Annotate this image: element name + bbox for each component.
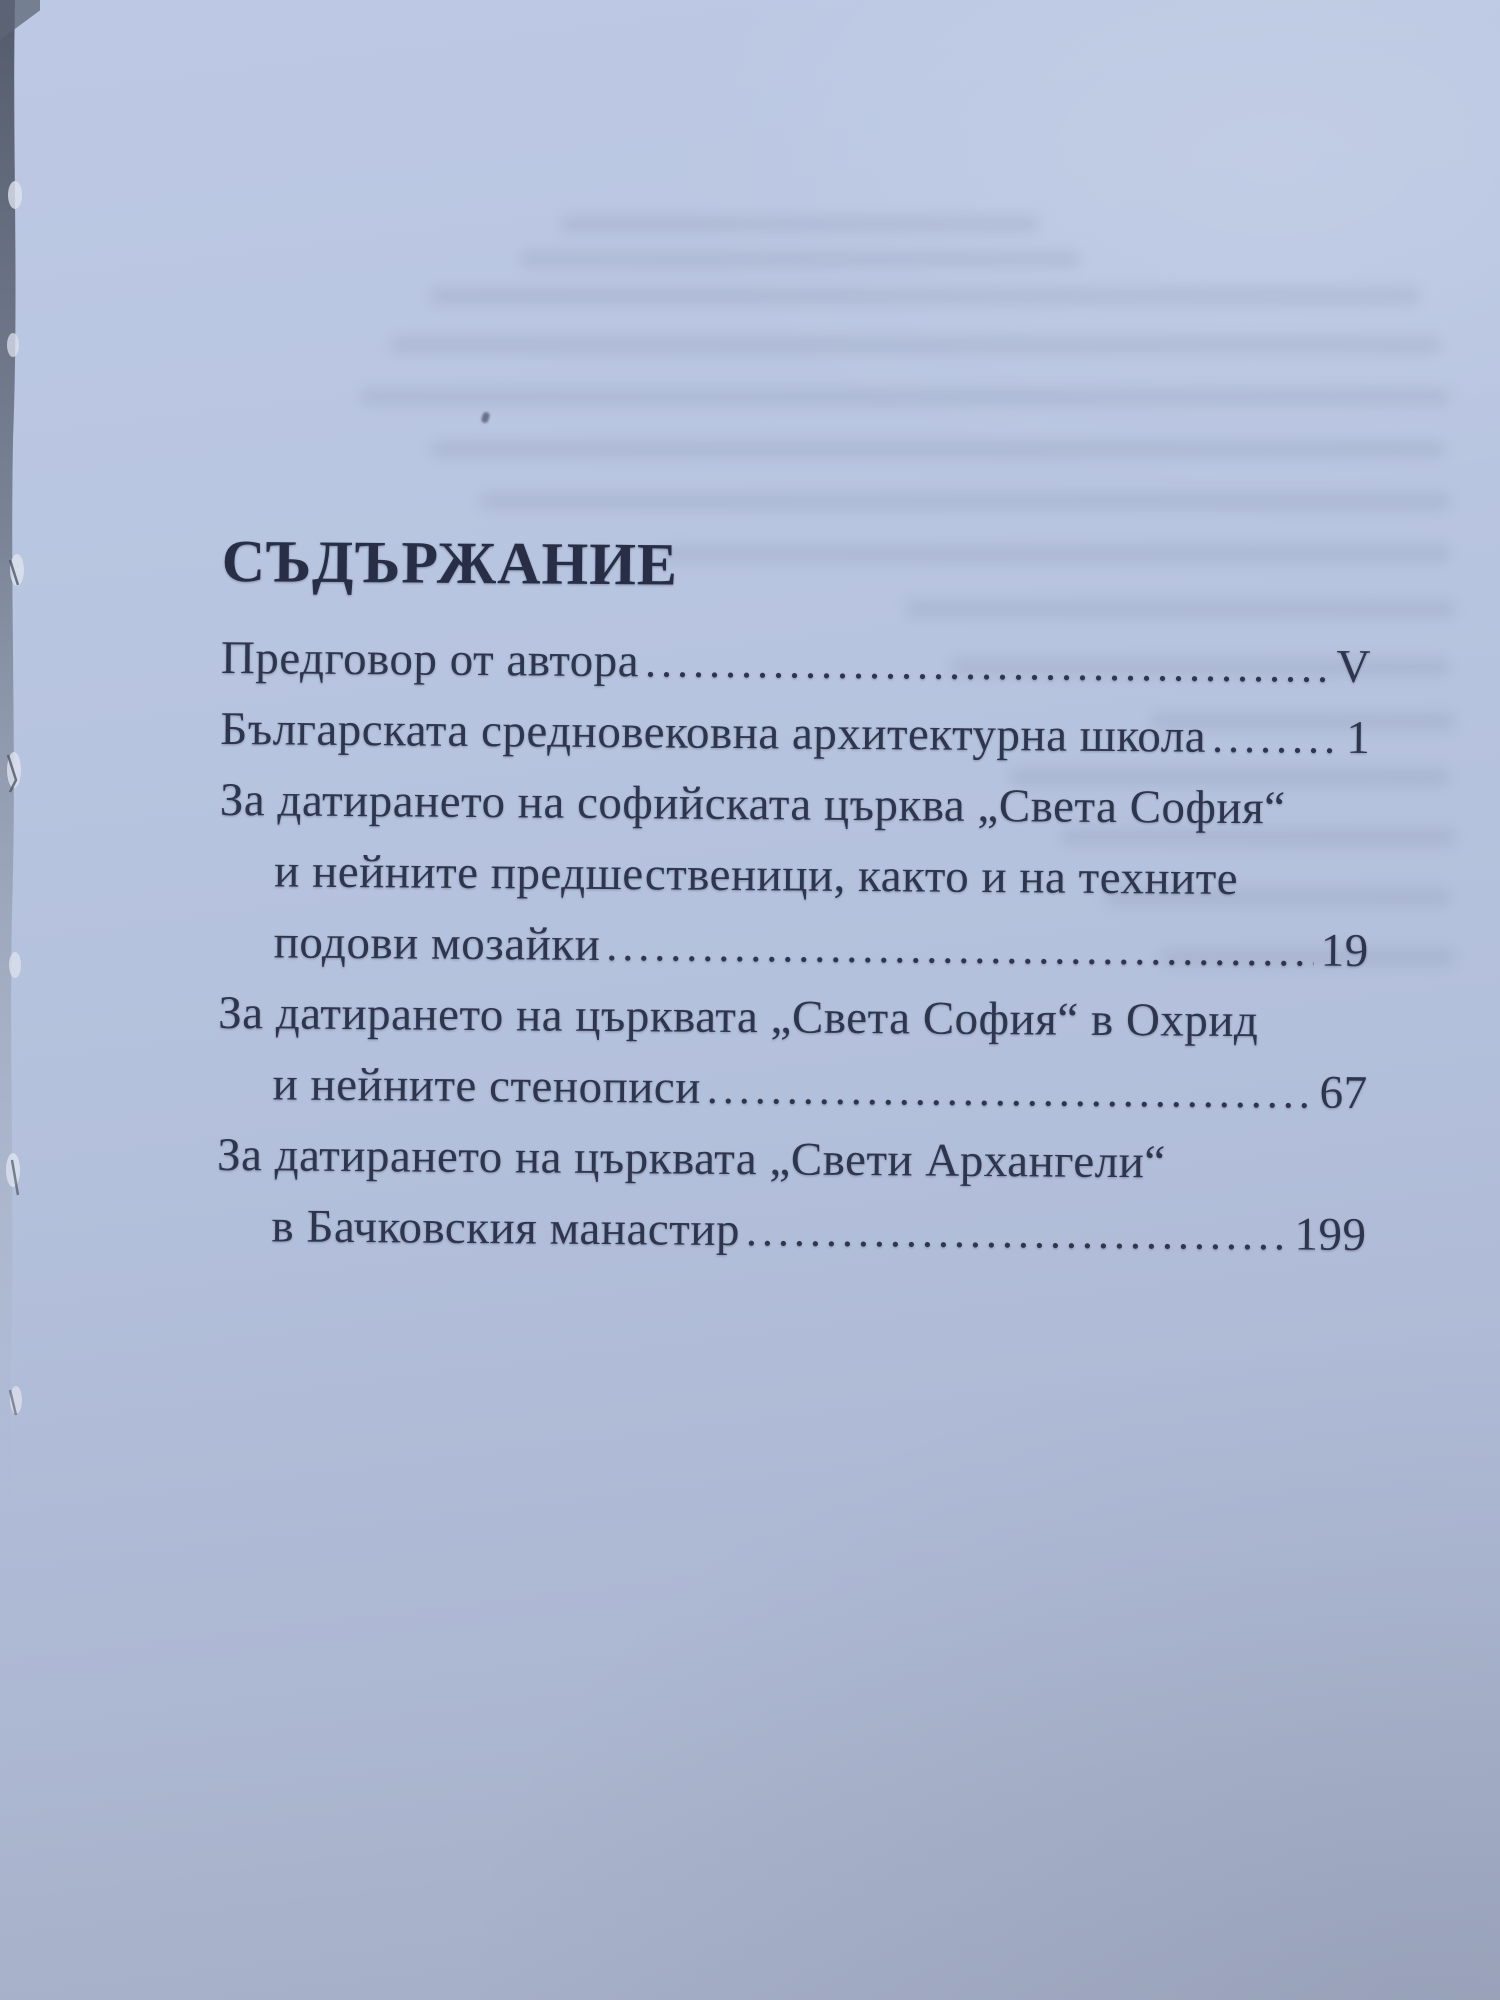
toc-entry-label: и нейните предшественици, както и на техните: [274, 845, 1239, 905]
toc-entry-label: Българската средновековна архитектурна школа: [220, 702, 1207, 763]
paper-speck: [480, 411, 490, 424]
dot-leader: [707, 1053, 1313, 1129]
bleed-through-smudge: [520, 250, 1080, 268]
toc-entry: [220, 765, 1371, 845]
toc-entry-label: За датирането на софийската църква „Света София“: [219, 773, 1286, 835]
toc-entry-label: За датирането на църквата „Света София“ в Охрид: [217, 986, 1259, 1048]
toc-entry-continuation: [217, 1049, 1368, 1129]
toc-entry-continuation: [216, 1191, 1367, 1271]
toc-entry: [221, 623, 1372, 703]
toc-entry-continuation: [218, 907, 1369, 987]
toc-entry: [217, 1120, 1368, 1200]
torn-page-edge: [0, 0, 40, 2000]
toc-entry-label: подови мозайки: [273, 916, 601, 971]
toc-page-number: V: [1336, 640, 1372, 694]
toc-entry-label: За датирането на църквата „Свети Архангели“: [216, 1128, 1166, 1189]
toc-page-number: 1: [1346, 711, 1371, 765]
bleed-through-smudge: [480, 492, 1450, 510]
table-of-contents: [216, 528, 1372, 1271]
toc-entry-label: и нейните стенописи: [272, 1058, 702, 1114]
toc-entry: [218, 978, 1369, 1058]
bleed-through-smudge: [360, 388, 1450, 406]
toc-page-number: 199: [1294, 1208, 1367, 1262]
dot-leader: [746, 1195, 1288, 1270]
dot-leader: [1212, 702, 1340, 774]
bleed-through-smudge: [560, 215, 1040, 233]
toc-entry-label: в Бачковския манастир: [271, 1200, 741, 1257]
toc-entry: [220, 694, 1371, 774]
toc-page-number: 19: [1320, 924, 1369, 978]
bleed-through-smudge: [430, 440, 1445, 458]
dot-leader: [606, 910, 1314, 987]
bleed-through-smudge: [390, 336, 1440, 354]
dot-leader: [645, 626, 1330, 702]
page-title: СЪДЪРЖАНИЕ: [221, 528, 679, 598]
toc-page-number: 67: [1319, 1066, 1368, 1120]
toc-entry-label: Предговор от автора: [220, 631, 640, 688]
toc-entry-continuation: [219, 836, 1370, 916]
bleed-through-smudge: [430, 287, 1420, 305]
